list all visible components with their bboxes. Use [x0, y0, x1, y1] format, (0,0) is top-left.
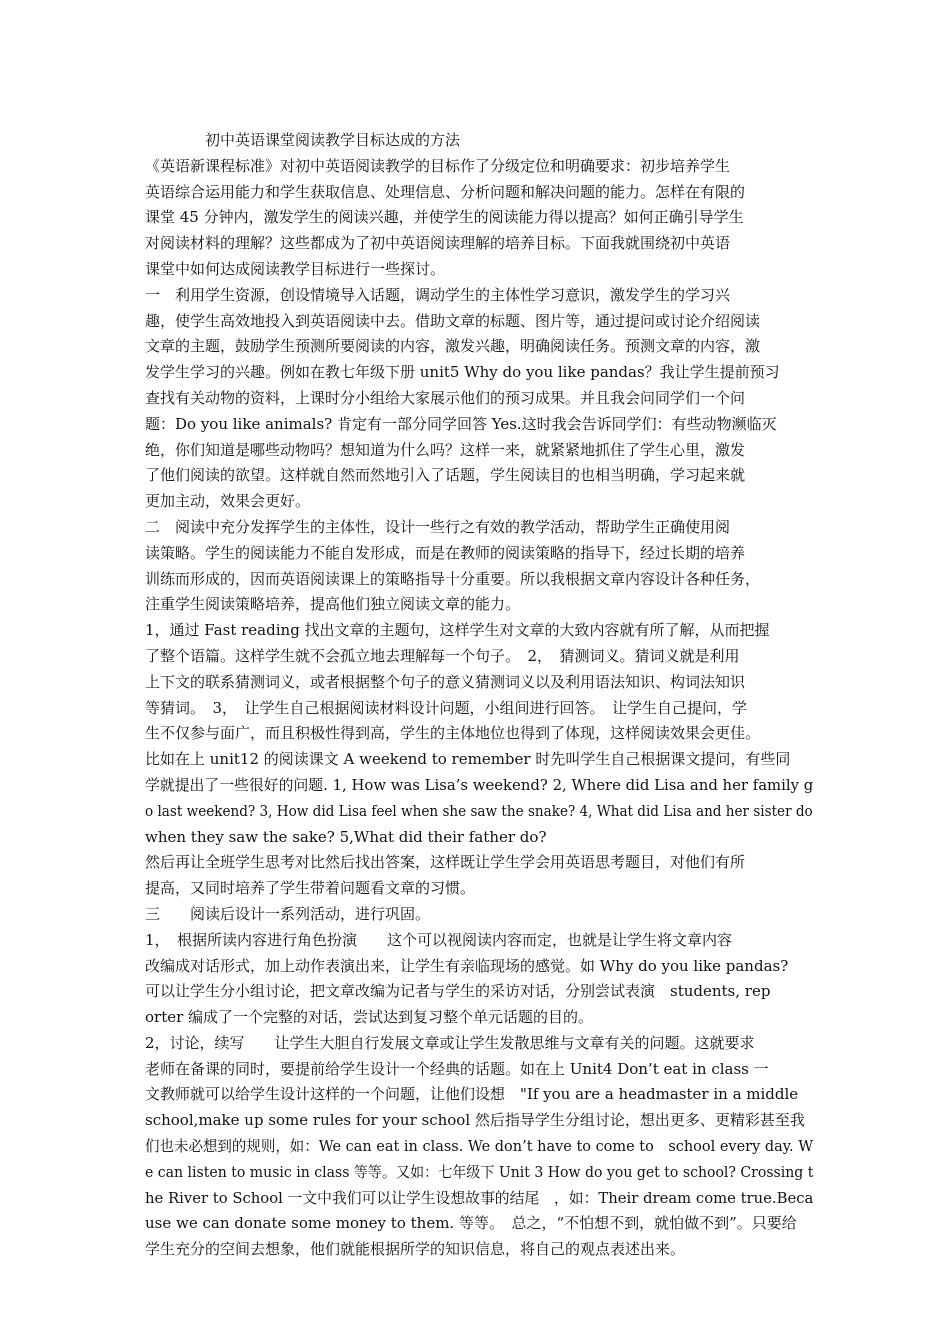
- text-line: 《英语新课程标准》对初中英语阅读教学的目标作了分级定位和明确要求：初步培养学生: [145, 156, 731, 175]
- text-line: 2，讨论，续写 让学生大胆自行发展文章或让学生发散思维与文章有关的问题。这就要求: [145, 1033, 755, 1052]
- document-body: [145, 128, 813, 1263]
- text-line: 提高，又同时培养了学生带着问题看文章的习惯。: [145, 879, 476, 898]
- text-line: 了他们阅读的欲望。这样就自然而然地引入了话题，学生阅读目的也相当明确，学习起来就: [145, 466, 746, 485]
- text-line: 学就提出了一些很好的问题. 1, How was Lisa’s weekend? 2, Where did Lisa and her family g: [145, 775, 814, 794]
- text-line: 更加主动，效果会更好。: [145, 492, 311, 511]
- text-line: 二 阅读中充分发挥学生的主体性，设计一些行之有效的教学活动，帮助学生正确使用阅: [145, 517, 731, 536]
- text-line: 趣，使学生高效地投入到英语阅读中去。借助文章的标题、图片等，通过提问或讨论介绍阅读: [145, 311, 761, 330]
- text-line: 训练而形成的，因而英语阅读课上的策略指导十分重要。所以我根据文章内容设计各种任务，: [145, 569, 761, 588]
- text-line: 一 利用学生资源，创设情境导入话题，调动学生的主体性学习意识，激发学生的学习兴: [145, 285, 731, 304]
- text-line: 等猜词。 3， 让学生自己根据阅读材料设计问题，小组间进行回答。 让学生自己提问，学: [145, 698, 748, 717]
- text-line: 文章的主题，鼓励学生预测所要阅读的内容，激发兴趣，明确阅读任务。预测文章的内容，激: [145, 337, 761, 356]
- text-line: 1，通过 Fast reading 找出文章的主题句，这样学生对文章的大致内容就有所了解，从而把握: [145, 621, 770, 640]
- text-line: 课堂中如何达成阅读教学目标进行一些探讨。: [145, 259, 446, 278]
- text-line: school,make up some rules for your school 然后指导学生分组讨论，想出更多、更精彩甚至我: [145, 1111, 805, 1130]
- text-line: 1， 根据所读内容进行角色扮演 这个可以视阅读内容而定，也就是让学生将文章内容: [145, 930, 733, 949]
- text-line: 上下文的联系猜测词义，或者根据整个句子的意义猜测词义以及利用语法知识、构词法知识: [145, 672, 746, 691]
- text-line: orter 编成了一个完整的对话，尝试达到复习整个单元话题的目的。: [145, 1008, 594, 1027]
- text-line: 发学生学习的兴趣。例如在教七年级下册 unit5 Why do you like pandas？我让学生提前预习: [145, 363, 780, 382]
- text-line: when they saw the sake? 5,What did their father do?: [145, 827, 547, 846]
- text-line: 老师在备课的同时，要提前给学生设计一个经典的话题。如在上 Unit4 Don’t eat in class 一: [145, 1059, 769, 1078]
- text-line: 们也未必想到的规则，如：We can eat in class. We don’t have to come to school every day. W: [145, 1137, 814, 1156]
- text-line: 了整个语篇。这样学生就不会孤立地去理解每一个句子。 2， 猜测词义。猜词义就是利用: [145, 646, 740, 665]
- text-line: 课堂 45 分钟内，激发学生的阅读兴趣，并使学生的阅读能力得以提高？如何正确引导学生: [145, 208, 744, 227]
- text-line: 生不仅参与面广，而且积极性得到高，学生的主体地位也得到了体现，这样阅读效果会更佳。: [145, 724, 761, 743]
- text-line: 读策略。学生的阅读能力不能自发形成，而是在教师的阅读策略的指导下，经过长期的培养: [145, 543, 746, 562]
- text-line: use we can donate some money to them. 等等。 总之，“不怕想不到，就怕做不到”。只要给: [145, 1214, 797, 1233]
- text-line: 文教师就可以给学生设计这样的一个问题，让他们设想 "If you are a headmaster in a middle: [145, 1085, 799, 1104]
- text-line: 比如在上 unit12 的阅读课文 A weekend to remember 时先叫学生自己根据课文提问，有些同: [145, 750, 791, 769]
- document-title: 初中英语课堂阅读教学目标达成的方法: [205, 131, 461, 149]
- text-line: 改编成对话形式，加上动作表演出来，让学生有亲临现场的感觉。如 Why do you like pandas?: [145, 956, 789, 975]
- text-line: o last weekend? 3, How did Lisa feel when she saw the snake? 4, What did Lisa and her sister do: [145, 801, 813, 820]
- text-line: 绝，你们知道是哪些动物吗？想知道为什么吗？这样一来，就紧紧地抓住了学生心里，激发: [145, 440, 746, 459]
- text-line: 然后再让全班学生思考对比然后找出答案，这样既让学生学会用英语思考题目，对他们有所: [145, 853, 746, 872]
- text-line: 对阅读材料的理解？这些都成为了初中英语阅读理解的培养目标。下面我就围绕初中英语: [145, 234, 731, 253]
- text-line: 题：Do you like animals? 肯定有一部分同学回答 Yes.这时我会告诉同学们：有些动物濒临灭: [145, 414, 777, 433]
- text-line: 三 阅读后设计一系列活动，进行巩固。: [145, 904, 431, 923]
- text-line: 学生充分的空间去想象，他们就能根据所学的知识信息，将自己的观点表述出来。: [145, 1240, 686, 1259]
- text-line: 查找有关动物的资料，上课时分小组给大家展示他们的预习成果。并且我会问同学们一个问: [145, 388, 746, 407]
- body-text: [145, 154, 813, 1263]
- text-line: 注重学生阅读策略培养，提高他们独立阅读文章的能力。: [145, 595, 521, 614]
- text-line: 英语综合运用能力和学生获取信息、处理信息、分析问题和解决问题的能力。怎样在有限的: [145, 182, 746, 201]
- text-line: he River to School 一文中我们可以让学生设想故事的结尾 ，如：Their dream come true.Beca: [145, 1188, 814, 1207]
- text-line: e can listen to music in class 等等。又如：七年级下 Unit 3 How do you get to school? Crossing t: [145, 1162, 814, 1181]
- text-line: 可以让学生分小组讨论，把文章改编为记者与学生的采访对话，分别尝试表演 students, rep: [145, 982, 771, 1001]
